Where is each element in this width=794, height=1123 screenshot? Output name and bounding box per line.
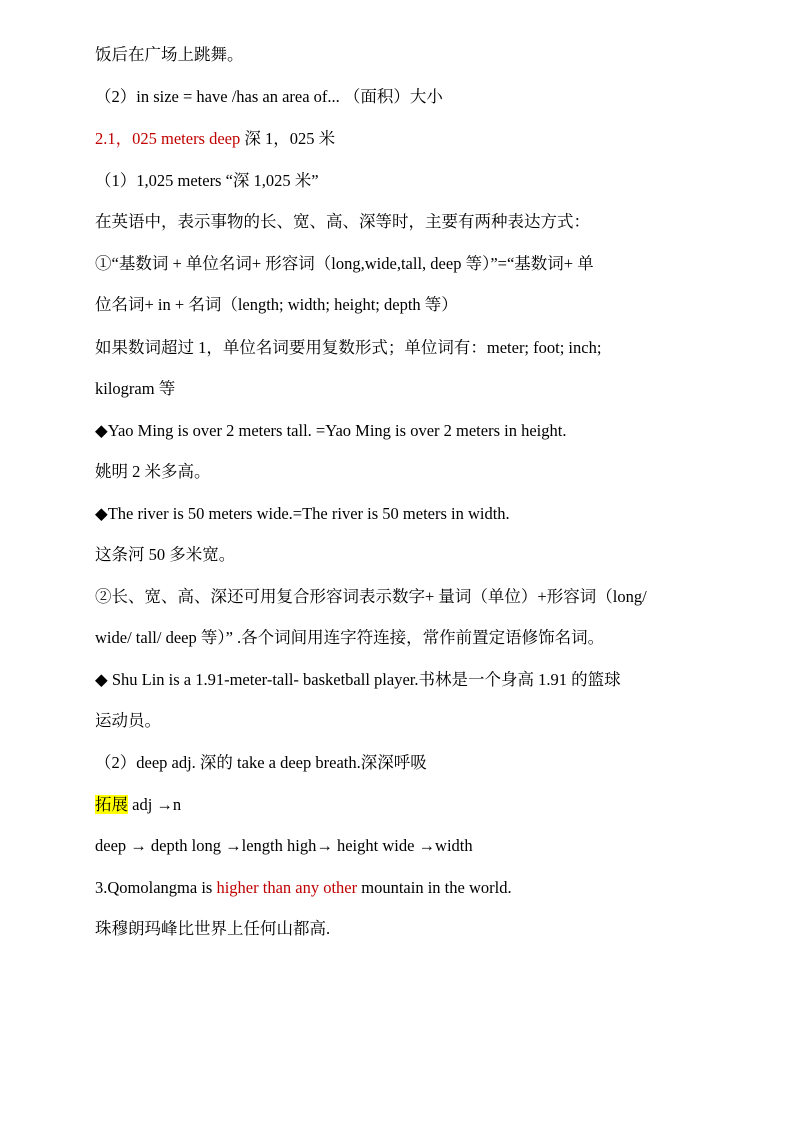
text-line: 姚明 2 米多高。 [95,462,211,481]
text-line: （1）1,025 meters “深 1,025 米” [95,171,319,190]
heading-item-3 [95,876,704,900]
text-line: 位名词+ in + 名词（length; width; height; depth 等） [95,295,458,314]
text-line: （2）deep adj. 深的 take a deep breath.深深呼吸 [95,753,427,772]
text-segment: 3.Qomolangma is [95,878,217,897]
text-segment: mountain in the world. [357,878,512,897]
text-line: 这条河 50 多米宽。 [95,545,236,564]
text-line: 饭后在广场上跳舞。 [95,45,244,64]
heading-item-2 [95,127,704,151]
text-line: （2）in size = have /has an area of... （面积）大小 [95,87,443,106]
text-line: ①“基数词 + 单位名词+ 形容词（long,wide,tall, deep 等）”=“基数词+ 单 [95,254,594,273]
text-line: 运动员。 [95,711,161,730]
highlighted-phrase: 2.1，025 meters deep [95,129,241,148]
text-segment: 深 1，025 米 [240,129,336,148]
text-line: wide/ tall/ deep 等）” .各个词间用连字符连接，常作前置定语修饰名词。 [95,628,605,647]
text-line: ②长、宽、高、深还可用复合形容词表示数字+ 量词（单位）+形容词（long/ [95,587,647,606]
text-line: 如果数词超过 1，单位名词要用复数形式；单位词有：meter; foot; inch; [95,338,602,357]
text-segment: adj →n [128,795,182,814]
highlighted-phrase: higher than any other [216,878,358,897]
example-sentence: ◆ Shu Lin is a 1.91-meter-tall- basketball player.书林是一个身高 1.91 的篮球 [95,670,621,689]
text-line: 珠穆朗玛峰比世界上任何山都高. [95,919,331,938]
example-sentence: ◆Yao Ming is over 2 meters tall. =Yao Ming is over 2 meters in height. [95,421,567,440]
text-line: deep → depth long →length high→ height wide →width [95,836,473,855]
text-line: 在英语中，表示事物的长、宽、高、深等时，主要有两种表达方式： [95,212,590,231]
text-line: kilogram 等 [95,379,176,398]
extension-line [95,793,704,817]
highlight-label: 拓展 [95,795,128,814]
example-sentence: ◆The river is 50 meters wide.=The river is 50 meters in width. [95,504,510,523]
